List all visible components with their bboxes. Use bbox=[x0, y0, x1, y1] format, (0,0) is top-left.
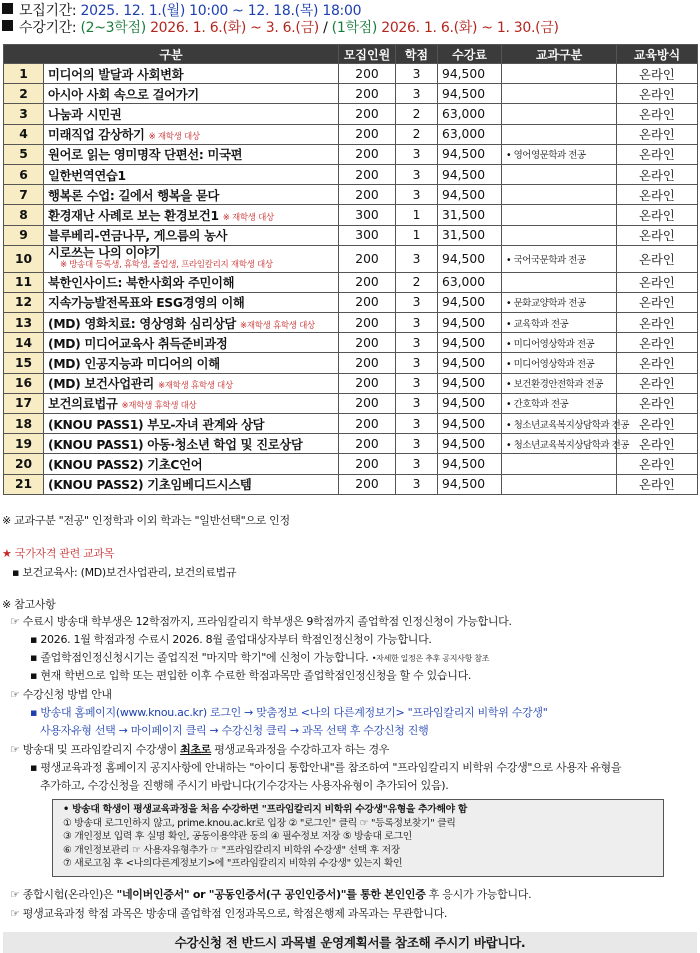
capacity: 200 bbox=[339, 353, 396, 373]
capacity: 200 bbox=[339, 124, 396, 144]
table-row bbox=[4, 245, 698, 272]
row-number: 20 bbox=[4, 454, 44, 474]
row-number: 9 bbox=[4, 225, 44, 245]
table-row bbox=[4, 333, 698, 353]
fee: 63,000 bbox=[438, 104, 502, 124]
category bbox=[502, 64, 617, 84]
method: 온라인 bbox=[617, 414, 698, 434]
credit-bank-note: ☞ 평생교육과정 학점 과목은 방송대 졸업학점 인정과목으로, 학점은행제 과목과는 무관합니다. bbox=[10, 907, 448, 920]
row-number: 18 bbox=[4, 414, 44, 434]
fee: 94,500 bbox=[438, 373, 502, 393]
credit: 3 bbox=[396, 245, 438, 272]
ref-credit-a: ▪ 2026. 1월 학점과정 수료시 2026. 8월 졸업대상자부터 학점인정신청이 가능합니다. bbox=[30, 633, 432, 646]
row-number: 21 bbox=[4, 474, 44, 494]
capacity: 200 bbox=[339, 313, 396, 333]
credit: 3 bbox=[396, 454, 438, 474]
category: • 청소년교육복지상담학과 전공 bbox=[502, 414, 617, 434]
fee: 94,500 bbox=[438, 84, 502, 104]
credit: 2 bbox=[396, 124, 438, 144]
box-line: ⑥ 개인정보관리 ☞ 사용자유형추가 ☞ "프라임칼리지 비학위 수강생" 선택 후 저장 bbox=[63, 844, 400, 856]
how-step-1: ▪ 방송대 홈페이지(www.knou.ac.kr) 로그인 → 맞춤정보 <나의 다른계정보기> "프라임칼리지 비학위 수강생" bbox=[30, 706, 548, 719]
method: 온라인 bbox=[617, 474, 698, 494]
course-name-cell bbox=[44, 292, 339, 312]
row-number: 7 bbox=[4, 185, 44, 205]
course-subnote: ※ 방송대 등록생, 휴학생, 졸업생, 프라임칼리지 재학생 대상 bbox=[60, 260, 273, 271]
fee: 63,000 bbox=[438, 272, 502, 292]
table-row bbox=[4, 185, 698, 205]
capacity: 200 bbox=[339, 64, 396, 84]
fee: 31,500 bbox=[438, 205, 502, 225]
category: • 보건환경안전학과 전공 bbox=[502, 373, 617, 393]
method: 온라인 bbox=[617, 84, 698, 104]
category bbox=[502, 474, 617, 494]
first-time-title: ☞ 방송대 및 프라임칼리지 수강생이 최초로 평생교육과정을 수강하고자 하는 경우 bbox=[10, 743, 390, 756]
category: • 국어국문학과 전공 bbox=[502, 245, 617, 272]
row-number: 16 bbox=[4, 373, 44, 393]
table-row bbox=[4, 164, 698, 184]
fee: 94,500 bbox=[438, 292, 502, 312]
capacity: 200 bbox=[339, 164, 396, 184]
row-number: 11 bbox=[4, 272, 44, 292]
course-name-cell bbox=[44, 353, 339, 373]
apply-period: 모집기간: 2025. 12. 1.(월) 10:00 ~ 12. 18.(목) 18:00 bbox=[2, 0, 361, 20]
capacity: 200 bbox=[339, 292, 396, 312]
table-row bbox=[4, 225, 698, 245]
category bbox=[502, 84, 617, 104]
capacity: 200 bbox=[339, 434, 396, 454]
fee: 94,500 bbox=[438, 313, 502, 333]
row-number: 1 bbox=[4, 64, 44, 84]
capacity: 200 bbox=[339, 185, 396, 205]
course-name-cell bbox=[44, 104, 339, 124]
fee: 94,500 bbox=[438, 474, 502, 494]
major-note: ※ 교과구분 "전공" 인정학과 이외 학과는 "일반선택"으로 인정 bbox=[2, 514, 290, 527]
credit: 3 bbox=[396, 64, 438, 84]
table-row bbox=[4, 353, 698, 373]
course-name: 보건의료법규 bbox=[48, 397, 118, 412]
table-row bbox=[4, 292, 698, 312]
course-name: 원어로 읽는 영미명작 단편선: 미국편 bbox=[48, 148, 243, 163]
course-name: (MD) 인공지능과 미디어의 이해 bbox=[48, 357, 220, 372]
course-name: 북한인사이드: 북한사회와 주민이해 bbox=[48, 276, 235, 291]
cert-title: ★ 국가자격 관련 교과목 bbox=[2, 547, 115, 560]
capacity: 300 bbox=[339, 205, 396, 225]
category: • 영어영문학과 전공 bbox=[502, 144, 617, 164]
course-name-cell bbox=[44, 185, 339, 205]
col-header-fee: 수강료 bbox=[438, 45, 502, 64]
how-title: ☞ 수강신청 방법 안내 bbox=[10, 688, 112, 701]
table-row bbox=[4, 373, 698, 393]
method: 온라인 bbox=[617, 353, 698, 373]
method: 온라인 bbox=[617, 64, 698, 84]
method: 온라인 bbox=[617, 292, 698, 312]
table-row bbox=[4, 64, 698, 84]
box-line: ③ 개인정보 입력 후 실명 확인, 공동이용약관 동의 ④ 필수정보 저장 ⑤ 방송대 로그인 bbox=[63, 831, 412, 842]
course-name-cell bbox=[44, 164, 339, 184]
capacity: 200 bbox=[339, 333, 396, 353]
credit: 3 bbox=[396, 353, 438, 373]
fee: 94,500 bbox=[438, 353, 502, 373]
method: 온라인 bbox=[617, 393, 698, 413]
course-name: 행복론 수업: 길에서 행복을 묻다 bbox=[48, 188, 220, 203]
course-table bbox=[3, 44, 698, 495]
course-name: 미래직업 감상하기 bbox=[48, 128, 145, 143]
course-name-cell bbox=[44, 205, 339, 225]
capacity: 200 bbox=[339, 245, 396, 272]
table-row bbox=[4, 205, 698, 225]
row-number: 10 bbox=[4, 245, 44, 272]
course-name: (KNOU PASS1) 부모-자녀 관계와 상담 bbox=[48, 417, 265, 432]
course-name-cell bbox=[44, 313, 339, 333]
fee: 94,500 bbox=[438, 245, 502, 272]
row-number: 19 bbox=[4, 434, 44, 454]
method: 온라인 bbox=[617, 454, 698, 474]
method: 온라인 bbox=[617, 373, 698, 393]
ref-credit-c: ▪ 현재 학번으로 입학 또는 편입한 이후 수료한 학점과목만 졸업학점인정신청을 할 수 있습니다. bbox=[30, 669, 472, 682]
capacity: 200 bbox=[339, 454, 396, 474]
ref-credit: ☞ 수료시 방송대 학부생은 12학점까지, 프라임칼리지 학부생은 9학점까지 졸업학점 인정신청이 가능합니다. bbox=[10, 615, 512, 628]
credit: 2 bbox=[396, 272, 438, 292]
method: 온라인 bbox=[617, 185, 698, 205]
fee: 31,500 bbox=[438, 225, 502, 245]
method: 온라인 bbox=[617, 272, 698, 292]
course-name: (KNOU PASS2) 기초임베디드시스템 bbox=[48, 478, 252, 493]
course-name: (KNOU PASS2) 기초C언어 bbox=[48, 457, 203, 472]
course-note: ※재학생 휴학생 대상 bbox=[240, 320, 315, 331]
fee: 94,500 bbox=[438, 393, 502, 413]
credit: 3 bbox=[396, 333, 438, 353]
method: 온라인 bbox=[617, 225, 698, 245]
fee: 94,500 bbox=[438, 333, 502, 353]
capacity: 300 bbox=[339, 225, 396, 245]
col-header-credit: 학점 bbox=[396, 45, 438, 64]
fee: 94,500 bbox=[438, 434, 502, 454]
course-name-cell bbox=[44, 333, 339, 353]
table-row bbox=[4, 393, 698, 413]
course-name-cell bbox=[44, 245, 339, 272]
category bbox=[502, 104, 617, 124]
square-bullet-icon bbox=[2, 3, 13, 14]
ref-credit-b: ▪ 졸업학점인정신청시기는 졸업직전 "마지막 학기"에 신청이 가능합니다. •자세한 일정은 추후 공지사항 참조 bbox=[30, 651, 490, 664]
course-name: 아시아 사회 속으로 걸어가기 bbox=[48, 87, 199, 102]
table-row bbox=[4, 313, 698, 333]
category: • 청소년교육복지상담학과 전공 bbox=[502, 434, 617, 454]
credit: 1 bbox=[396, 225, 438, 245]
course-name: (MD) 영화치료: 영상영화 심리상담 bbox=[48, 316, 236, 331]
capacity: 200 bbox=[339, 144, 396, 164]
credit: 3 bbox=[396, 474, 438, 494]
fee: 94,500 bbox=[438, 164, 502, 184]
table-row bbox=[4, 124, 698, 144]
capacity: 200 bbox=[339, 272, 396, 292]
course-name: (MD) 보건사업관리 bbox=[48, 377, 154, 392]
course-name-cell bbox=[44, 373, 339, 393]
category: • 미디어영상학과 전공 bbox=[502, 333, 617, 353]
box-line: ⑦ 새로고침 후 <나의다른계정보기>에 "프라임칼리지 비학위 수강생" 있는지 확인 bbox=[63, 858, 403, 869]
credit: 3 bbox=[396, 144, 438, 164]
table-row bbox=[4, 272, 698, 292]
fee: 94,500 bbox=[438, 454, 502, 474]
first-time-1: ▪ 평생교육과정 홈페이지 공지사항에 안내하는 "아이디 통합안내"를 참조하여 "프라임칼리지 비학위 수강생"으로 사용자 유형을 bbox=[30, 761, 622, 774]
row-number: 15 bbox=[4, 353, 44, 373]
course-name-cell bbox=[44, 393, 339, 413]
credit: 3 bbox=[396, 393, 438, 413]
row-number: 2 bbox=[4, 84, 44, 104]
credit: 3 bbox=[396, 185, 438, 205]
course-name-cell bbox=[44, 414, 339, 434]
course-name-cell bbox=[44, 474, 339, 494]
method: 온라인 bbox=[617, 164, 698, 184]
first-time-2: 추가하고, 수강신청을 진행해 주시기 바랍니다(기수강자는 사용자유형이 추가되어 있음). bbox=[40, 779, 449, 792]
course-name-cell bbox=[44, 434, 339, 454]
table-row bbox=[4, 454, 698, 474]
category: • 간호학과 전공 bbox=[502, 393, 617, 413]
row-number: 8 bbox=[4, 205, 44, 225]
method: 온라인 bbox=[617, 144, 698, 164]
row-number: 12 bbox=[4, 292, 44, 312]
capacity: 200 bbox=[339, 373, 396, 393]
course-name: 블루베리-연금나무, 게으름의 농사 bbox=[48, 229, 228, 244]
course-name-cell bbox=[44, 454, 339, 474]
exam-note: ☞ 종합시험(온라인)은 "네이버인증서" or "공동인증서(구 공인인증서)"를 통한 본인인증 후 응시가 가능합니다. bbox=[10, 888, 532, 901]
category bbox=[502, 185, 617, 205]
course-name: 미디어의 발달과 사회변화 bbox=[48, 67, 184, 82]
category bbox=[502, 164, 617, 184]
credit: 3 bbox=[396, 434, 438, 454]
course-note: ※재학생 휴학생 대상 bbox=[121, 401, 197, 412]
credit: 3 bbox=[396, 373, 438, 393]
category bbox=[502, 272, 617, 292]
course-name: 일한번역연습1 bbox=[48, 168, 126, 183]
method: 온라인 bbox=[617, 104, 698, 124]
capacity: 200 bbox=[339, 84, 396, 104]
course-name: 시로쓰는 나의 이야기 bbox=[48, 246, 161, 261]
course-period: 수강기간: (2~3학점) 2026. 1. 6.(화) ~ 3. 6.(금) / (1학점) 2026. 1. 6.(화) ~ 1. 30.(금) bbox=[2, 17, 559, 37]
fee: 94,500 bbox=[438, 144, 502, 164]
course-note: ※ 재학생 대상 bbox=[148, 132, 200, 143]
row-number: 14 bbox=[4, 333, 44, 353]
signup-steps-box bbox=[52, 799, 664, 877]
category bbox=[502, 225, 617, 245]
capacity: 200 bbox=[339, 104, 396, 124]
table-header-row bbox=[4, 45, 698, 64]
course-note: ※재학생 휴학생 대상 bbox=[157, 381, 233, 392]
capacity: 200 bbox=[339, 393, 396, 413]
method: 온라인 bbox=[617, 205, 698, 225]
method: 온라인 bbox=[617, 434, 698, 454]
course-name: 환경재난 사례로 보는 환경보건1 bbox=[48, 208, 219, 223]
box-line: ① 방송대 로그인하지 않고, prime.knou.ac.kr로 입장 ② "로그인" 클릭 ☞ "등록정보찾기" 클릭 bbox=[63, 817, 456, 829]
course-name-cell bbox=[44, 272, 339, 292]
credit: 3 bbox=[396, 313, 438, 333]
credit: 3 bbox=[396, 292, 438, 312]
row-number: 4 bbox=[4, 124, 44, 144]
row-number: 3 bbox=[4, 104, 44, 124]
row-number: 5 bbox=[4, 144, 44, 164]
footer-banner: 수강신청 전 반드시 과목별 운영계획서를 참조해 주시기 바랍니다. bbox=[3, 932, 697, 953]
capacity: 200 bbox=[339, 414, 396, 434]
col-header-course: 구분 bbox=[4, 45, 339, 64]
course-name: 나눔과 시민권 bbox=[48, 107, 122, 122]
method: 온라인 bbox=[617, 313, 698, 333]
course-name-cell bbox=[44, 124, 339, 144]
category bbox=[502, 454, 617, 474]
credit: 3 bbox=[396, 164, 438, 184]
course-name: (MD) 미디어교육사 취득준비과정 bbox=[48, 336, 228, 351]
fee: 63,000 bbox=[438, 124, 502, 144]
col-header-capacity: 모집인원 bbox=[339, 45, 396, 64]
col-header-method: 교육방식 bbox=[617, 45, 698, 64]
fee: 94,500 bbox=[438, 64, 502, 84]
fee: 94,500 bbox=[438, 414, 502, 434]
capacity: 200 bbox=[339, 474, 396, 494]
square-bullet-icon bbox=[2, 20, 13, 31]
method: 온라인 bbox=[617, 245, 698, 272]
box-line: • 방송대 학생이 평생교육과정을 처음 수강하면 "프라임칼리지 비학위 수강생"유형을 추가해야 함 bbox=[63, 804, 468, 815]
table-row bbox=[4, 474, 698, 494]
credit: 3 bbox=[396, 84, 438, 104]
course-name-cell bbox=[44, 64, 339, 84]
table-row bbox=[4, 414, 698, 434]
course-name: (KNOU PASS1) 아동·청소년 학업 및 진로상담 bbox=[48, 437, 303, 452]
credit: 3 bbox=[396, 414, 438, 434]
category: • 문화교양학과 전공 bbox=[502, 292, 617, 312]
col-header-category: 교과구분 bbox=[502, 45, 617, 64]
table-row bbox=[4, 144, 698, 164]
table-row bbox=[4, 104, 698, 124]
row-number: 13 bbox=[4, 313, 44, 333]
table-row bbox=[4, 84, 698, 104]
course-name-cell bbox=[44, 144, 339, 164]
category: • 미디어영상학과 전공 bbox=[502, 353, 617, 373]
credit: 2 bbox=[396, 104, 438, 124]
course-note: ※ 재학생 대상 bbox=[222, 212, 274, 223]
cert-item: ▪ 보건교육사: (MD)보건사업관리, 보건의료법규 bbox=[12, 566, 237, 579]
method: 온라인 bbox=[617, 333, 698, 353]
course-name-cell bbox=[44, 225, 339, 245]
row-number: 17 bbox=[4, 393, 44, 413]
category: • 교육학과 전공 bbox=[502, 313, 617, 333]
category bbox=[502, 205, 617, 225]
how-step-2: 사용자유형 선택 → 마이페이지 클릭 → 수강신청 클릭 → 과목 선택 후 수강신청 진행 bbox=[40, 724, 429, 737]
fee: 94,500 bbox=[438, 185, 502, 205]
course-name: 지속가능발전목표와 ESG경영의 이해 bbox=[48, 296, 245, 311]
method: 온라인 bbox=[617, 124, 698, 144]
course-name-cell bbox=[44, 84, 339, 104]
category bbox=[502, 124, 617, 144]
ref-title: ※ 참고사항 bbox=[2, 598, 56, 611]
row-number: 6 bbox=[4, 164, 44, 184]
table-row bbox=[4, 434, 698, 454]
credit: 1 bbox=[396, 205, 438, 225]
